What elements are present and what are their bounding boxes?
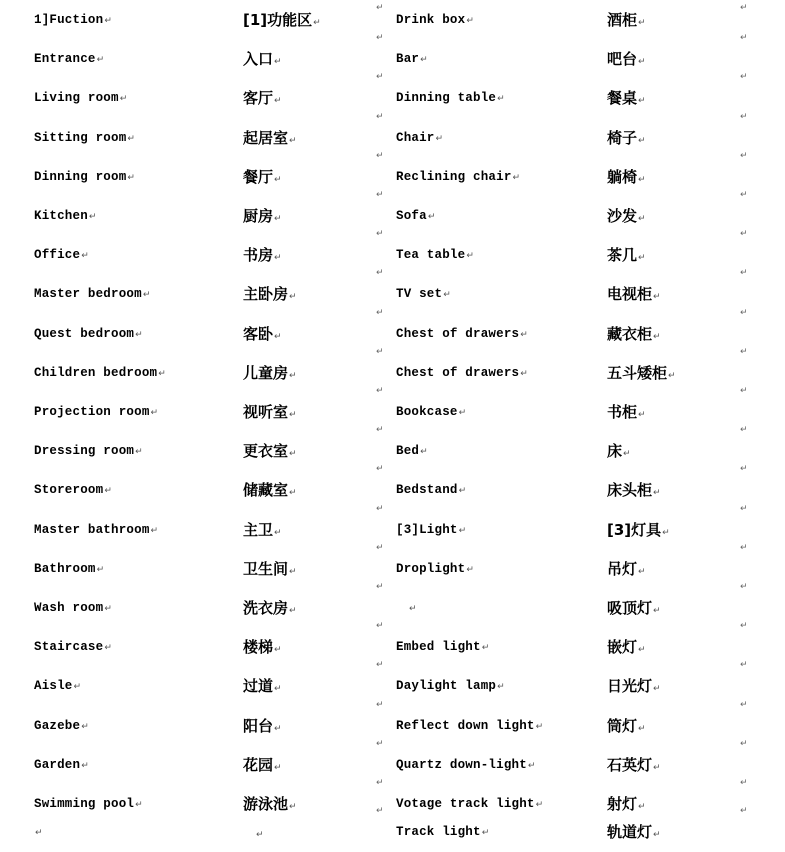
cell-end-mark-icon: ↵	[376, 582, 384, 592]
table-row	[0, 543, 785, 589]
paragraph-mark-icon: ↵	[668, 371, 676, 381]
cell-end-mark-icon: ↵	[376, 543, 384, 553]
table-row	[0, 151, 785, 197]
chinese-room-term: 主卧房↵	[243, 285, 297, 303]
chinese-light-term: 射灯↵	[607, 795, 646, 813]
paragraph-mark-icon: ↵	[274, 175, 282, 185]
paragraph-mark-icon: ↵	[527, 761, 536, 771]
paragraph-mark-icon: ↵	[653, 684, 661, 694]
english-room-term: 1]Fuction↵	[34, 13, 113, 27]
chinese-room-term: 书房↵	[243, 246, 282, 264]
table-row	[0, 308, 785, 354]
paragraph-mark-icon: ↵	[638, 645, 646, 655]
english-light-term: Quartz down-light↵	[396, 758, 536, 772]
english-furniture-term: Tea table↵	[396, 248, 475, 262]
paragraph-mark-icon: ↵	[274, 57, 282, 67]
paragraph-mark-icon: ↵	[150, 526, 159, 536]
english-light-term: Embed light↵	[396, 640, 490, 654]
chinese-light-term: 日光灯↵	[607, 677, 661, 695]
paragraph-mark-icon: ↵	[158, 369, 166, 379]
english-room-term: Dinning room↵	[34, 170, 136, 184]
cell-end-mark-icon: ↵	[376, 700, 384, 710]
paragraph-mark-icon: ↵	[638, 253, 646, 263]
table-row	[0, 425, 785, 471]
chinese-room-term: [1]功能区↵	[243, 11, 321, 29]
paragraph-mark-icon: ↵	[409, 604, 417, 614]
paragraph-mark-icon: ↵	[638, 175, 646, 185]
cell-end-mark-icon: ↵	[740, 3, 748, 13]
paragraph-mark-icon: ↵	[638, 214, 646, 224]
paragraph-mark-icon: ↵	[427, 212, 436, 222]
english-furniture-term: Drink box↵	[396, 13, 475, 27]
cell-end-mark-icon: ↵	[740, 72, 748, 82]
paragraph-mark-icon: ↵	[466, 251, 475, 261]
paragraph-mark-icon: ↵	[104, 486, 113, 496]
cell-end-mark-icon: ↵	[740, 660, 748, 670]
english-furniture-term: Bed↵	[396, 444, 428, 458]
table-row	[0, 700, 785, 746]
cell-end-mark-icon: ↵	[376, 504, 384, 514]
english-room-term: Garden↵	[34, 758, 89, 772]
paragraph-mark-icon: ↵	[638, 802, 646, 812]
cell-end-mark-icon: ↵	[740, 700, 748, 710]
paragraph-mark-icon: ↵	[638, 18, 646, 28]
paragraph-mark-icon: ↵	[420, 55, 428, 65]
cell-end-mark-icon: ↵	[376, 72, 384, 82]
cell-end-mark-icon: ↵	[740, 543, 748, 553]
chinese-room-term: 厨房↵	[243, 207, 282, 225]
paragraph-mark-icon: ↵	[274, 96, 282, 106]
paragraph-mark-icon: ↵	[638, 410, 646, 420]
cell-end-mark-icon: ↵	[740, 504, 748, 514]
english-light-term: Droplight↵	[396, 562, 475, 576]
chinese-room-term: 储藏室↵	[243, 481, 297, 499]
paragraph-mark-icon: ↵	[81, 722, 89, 732]
cell-end-mark-icon: ↵	[740, 739, 748, 749]
chinese-room-term-empty	[243, 813, 395, 852]
english-light-term: Track light↵	[396, 825, 490, 839]
paragraph-mark-icon: ↵	[623, 449, 631, 459]
paragraph-mark-icon: ↵	[535, 800, 544, 810]
cell-end-mark-icon: ↵	[376, 268, 384, 278]
english-room-term: Bathroom↵	[34, 562, 105, 576]
chinese-light-term: 嵌灯↵	[607, 638, 646, 656]
paragraph-mark-icon: ↵	[127, 134, 136, 144]
chinese-light-term: 轨道灯↵	[607, 823, 661, 841]
paragraph-mark-icon: ↵	[653, 332, 661, 342]
chinese-room-term: 阳台↵	[243, 717, 282, 735]
table-row	[0, 72, 785, 118]
english-room-term: Gazebe↵	[34, 719, 89, 733]
light-section-heading-zh: [3]灯具↵	[607, 521, 670, 539]
paragraph-mark-icon: ↵	[466, 16, 475, 26]
paragraph-mark-icon: ↵	[274, 684, 282, 694]
paragraph-mark-icon: ↵	[81, 251, 89, 261]
cell-end-mark-icon: ↵	[376, 806, 384, 816]
paragraph-mark-icon: ↵	[481, 828, 490, 838]
english-furniture-term: Chest of drawers↵	[396, 366, 528, 380]
chinese-room-term: 客卧↵	[243, 325, 282, 343]
table-row	[0, 621, 785, 667]
chinese-room-term: 客厅↵	[243, 89, 282, 107]
paragraph-mark-icon: ↵	[638, 136, 646, 146]
chinese-furniture-term: 床头柜↵	[607, 481, 661, 499]
english-furniture-term: Chest of drawers↵	[396, 327, 528, 341]
chinese-light-term: 吸顶灯↵	[607, 599, 661, 617]
paragraph-mark-icon: ↵	[88, 212, 97, 222]
chinese-furniture-term: 藏衣柜↵	[607, 325, 661, 343]
english-furniture-term: Bookcase↵	[396, 405, 467, 419]
paragraph-mark-icon: ↵	[73, 682, 82, 692]
chinese-room-term: 起居室↵	[243, 129, 297, 147]
chinese-room-term: 更衣室↵	[243, 442, 297, 460]
cell-end-mark-icon: ↵	[376, 464, 384, 474]
paragraph-mark-icon: ↵	[142, 290, 151, 300]
english-room-term: Sitting room↵	[34, 131, 136, 145]
table-row	[0, 464, 785, 510]
paragraph-mark-icon: ↵	[274, 763, 282, 773]
cell-end-mark-icon: ↵	[740, 308, 748, 318]
paragraph-mark-icon: ↵	[638, 724, 646, 734]
english-room-term-empty	[34, 813, 234, 852]
english-room-term: Dressing room↵	[34, 444, 143, 458]
english-furniture-term: Bar↵	[396, 52, 428, 66]
cell-end-mark-icon: ↵	[740, 778, 748, 788]
paragraph-mark-icon: ↵	[274, 528, 282, 538]
paragraph-mark-icon: ↵	[458, 486, 467, 496]
cell-end-mark-icon: ↵	[740, 582, 748, 592]
chinese-room-term: 儿童房↵	[243, 364, 297, 382]
cell-end-mark-icon: ↵	[376, 660, 384, 670]
cell-end-mark-icon: ↵	[740, 806, 748, 816]
english-room-term: Office↵	[34, 248, 89, 262]
paragraph-mark-icon: ↵	[135, 330, 143, 340]
cell-end-mark-icon: ↵	[740, 621, 748, 631]
table-row	[0, 660, 785, 706]
paragraph-mark-icon: ↵	[150, 408, 159, 418]
paragraph-mark-icon: ↵	[96, 55, 105, 65]
english-room-term: Living room↵	[34, 91, 128, 105]
chinese-furniture-term: 电视柜↵	[607, 285, 661, 303]
english-furniture-term: Reclining chair↵	[396, 170, 521, 184]
table-row	[0, 268, 785, 314]
paragraph-mark-icon: ↵	[289, 449, 297, 459]
cell-end-mark-icon: ↵	[376, 3, 384, 13]
paragraph-mark-icon: ↵	[81, 761, 89, 771]
cell-end-mark-icon: ↵	[376, 386, 384, 396]
cell-end-mark-icon: ↵	[376, 151, 384, 161]
chinese-room-term: 游泳池↵	[243, 795, 297, 813]
paragraph-mark-icon: ↵	[104, 643, 113, 653]
paragraph-mark-icon: ↵	[289, 136, 297, 146]
paragraph-mark-icon: ↵	[458, 526, 467, 536]
paragraph-mark-icon: ↵	[256, 830, 264, 840]
chinese-furniture-term: 餐桌↵	[607, 89, 646, 107]
paragraph-mark-icon: ↵	[662, 528, 670, 538]
paragraph-mark-icon: ↵	[497, 682, 505, 692]
paragraph-mark-icon: ↵	[520, 330, 528, 340]
table-row	[0, 582, 785, 628]
cell-end-mark-icon: ↵	[740, 268, 748, 278]
english-furniture-term: Sofa↵	[396, 209, 436, 223]
chinese-light-term: 吊灯↵	[607, 560, 646, 578]
paragraph-mark-icon: ↵	[289, 371, 297, 381]
chinese-furniture-term: 茶几↵	[607, 246, 646, 264]
chinese-furniture-term: 书柜↵	[607, 403, 646, 421]
table-row	[0, 386, 785, 432]
cell-end-mark-icon: ↵	[740, 151, 748, 161]
english-furniture-term: Chair↵	[396, 131, 444, 145]
chinese-furniture-term: 床↵	[607, 442, 631, 460]
cell-end-mark-icon: ↵	[376, 739, 384, 749]
paragraph-mark-icon: ↵	[520, 369, 528, 379]
cell-end-mark-icon: ↵	[376, 621, 384, 631]
paragraph-mark-icon: ↵	[274, 332, 282, 342]
paragraph-mark-icon: ↵	[289, 292, 297, 302]
table-row	[0, 739, 785, 785]
chinese-room-term: 餐厅↵	[243, 168, 282, 186]
paragraph-mark-icon: ↵	[289, 567, 297, 577]
chinese-room-term: 视听室↵	[243, 403, 297, 421]
english-room-term: Kitchen↵	[34, 209, 97, 223]
paragraph-mark-icon: ↵	[119, 94, 128, 104]
paragraph-mark-icon: ↵	[274, 214, 282, 224]
paragraph-mark-icon: ↵	[289, 802, 297, 812]
paragraph-mark-icon: ↵	[466, 565, 475, 575]
chinese-room-term: 入口↵	[243, 50, 282, 68]
english-light-term-empty	[396, 589, 613, 628]
english-room-term: Projection room↵	[34, 405, 159, 419]
chinese-furniture-term: 沙发↵	[607, 207, 646, 225]
paragraph-mark-icon: ↵	[96, 565, 105, 575]
paragraph-mark-icon: ↵	[104, 16, 113, 26]
chinese-furniture-term: 椅子↵	[607, 129, 646, 147]
table-row	[0, 229, 785, 275]
table-row	[0, 33, 785, 79]
cell-end-mark-icon: ↵	[376, 190, 384, 200]
cell-end-mark-icon: ↵	[740, 425, 748, 435]
paragraph-mark-icon: ↵	[274, 645, 282, 655]
english-furniture-term: Dinning table↵	[396, 91, 505, 105]
chinese-room-term: 花园↵	[243, 756, 282, 774]
table-row	[0, 112, 785, 158]
cell-end-mark-icon: ↵	[740, 112, 748, 122]
table-row	[0, 1, 785, 40]
paragraph-mark-icon: ↵	[289, 606, 297, 616]
cell-end-mark-icon: ↵	[376, 778, 384, 788]
cell-end-mark-icon: ↵	[376, 229, 384, 239]
paragraph-mark-icon: ↵	[104, 604, 113, 614]
cell-end-mark-icon: ↵	[740, 229, 748, 239]
paragraph-mark-icon: ↵	[274, 253, 282, 263]
english-light-term: Daylight lamp↵	[396, 679, 505, 693]
paragraph-mark-icon: ↵	[638, 567, 646, 577]
english-light-term: Votage track light↵	[396, 797, 544, 811]
english-room-term: Storeroom↵	[34, 483, 113, 497]
english-light-term: Reflect down light↵	[396, 719, 544, 733]
cell-end-mark-icon: ↵	[376, 425, 384, 435]
chinese-room-term: 过道↵	[243, 677, 282, 695]
paragraph-mark-icon: ↵	[653, 763, 661, 773]
english-furniture-term: TV set↵	[396, 287, 451, 301]
english-room-term: Children bedroom↵	[34, 366, 166, 380]
paragraph-mark-icon: ↵	[653, 488, 661, 498]
paragraph-mark-icon: ↵	[653, 292, 661, 302]
cell-end-mark-icon: ↵	[740, 33, 748, 43]
table-row	[0, 347, 785, 393]
paragraph-mark-icon: ↵	[653, 830, 661, 840]
cell-end-mark-icon: ↵	[376, 112, 384, 122]
chinese-furniture-term: 五斗矮柜↵	[607, 364, 676, 382]
paragraph-mark-icon: ↵	[435, 134, 444, 144]
chinese-room-term: 楼梯↵	[243, 638, 282, 656]
paragraph-mark-icon: ↵	[653, 606, 661, 616]
paragraph-mark-icon: ↵	[289, 488, 297, 498]
cell-end-mark-icon: ↵	[376, 33, 384, 43]
paragraph-mark-icon: ↵	[638, 96, 646, 106]
paragraph-mark-icon: ↵	[135, 447, 143, 457]
english-furniture-term: Bedstand↵	[396, 483, 467, 497]
cell-end-mark-icon: ↵	[740, 347, 748, 357]
paragraph-mark-icon: ↵	[458, 408, 467, 418]
cell-end-mark-icon: ↵	[376, 347, 384, 357]
chinese-room-term: 洗衣房↵	[243, 599, 297, 617]
paragraph-mark-icon: ↵	[289, 410, 297, 420]
paragraph-mark-icon: ↵	[35, 828, 43, 838]
paragraph-mark-icon: ↵	[443, 290, 451, 300]
english-room-term: Staircase↵	[34, 640, 113, 654]
paragraph-mark-icon: ↵	[535, 722, 544, 732]
cell-end-mark-icon: ↵	[740, 190, 748, 200]
english-room-term: Swimming pool↵	[34, 797, 143, 811]
paragraph-mark-icon: ↵	[313, 18, 321, 28]
cell-end-mark-icon: ↵	[740, 386, 748, 396]
paragraph-mark-icon: ↵	[274, 724, 282, 734]
english-room-term: Quest bedroom↵	[34, 327, 143, 341]
english-room-term: Master bedroom↵	[34, 287, 151, 301]
chinese-light-term: 石英灯↵	[607, 756, 661, 774]
chinese-furniture-term: 酒柜↵	[607, 11, 646, 29]
table-row	[0, 190, 785, 236]
chinese-light-term: 筒灯↵	[607, 717, 646, 735]
paragraph-mark-icon: ↵	[127, 173, 136, 183]
chinese-furniture-term: 躺椅↵	[607, 168, 646, 186]
english-room-term: Entrance↵	[34, 52, 105, 66]
paragraph-mark-icon: ↵	[497, 94, 505, 104]
paragraph-mark-icon: ↵	[638, 57, 646, 67]
table-row	[0, 504, 785, 550]
paragraph-mark-icon: ↵	[135, 800, 143, 810]
chinese-room-term: 卫生间↵	[243, 560, 297, 578]
chinese-furniture-term: 吧台↵	[607, 50, 646, 68]
cell-end-mark-icon: ↵	[376, 308, 384, 318]
paragraph-mark-icon: ↵	[512, 173, 521, 183]
english-room-term: Aisle↵	[34, 679, 82, 693]
chinese-room-term: 主卫↵	[243, 521, 282, 539]
english-room-term: Wash room↵	[34, 601, 113, 615]
paragraph-mark-icon: ↵	[420, 447, 428, 457]
cell-end-mark-icon: ↵	[740, 464, 748, 474]
english-room-term: Master bathroom↵	[34, 523, 159, 537]
table-row	[0, 806, 785, 852]
light-section-heading: [3]Light↵	[396, 523, 467, 537]
paragraph-mark-icon: ↵	[481, 643, 490, 653]
